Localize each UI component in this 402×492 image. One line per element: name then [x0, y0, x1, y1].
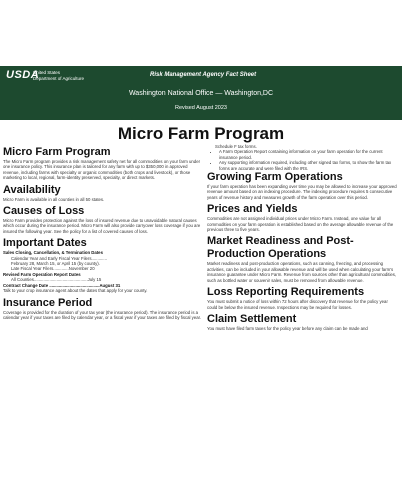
- section-body: You must have filed farm taxes for the policy year before any claim can be made and: [207, 325, 368, 331]
- requirements-list: [207, 149, 399, 171]
- section-body: Market readiness and post-production operations, such as canning, freezing, and processing activities, can be included in your allowable revenue and will be used when calculating your farm's insurance guarantee under Micro Farm. Revenue from sources other than agricultural commodities, such as bottled water or souvenir sales, must be removed from allowable revenue.: [207, 261, 397, 283]
- section-heading: Claim Settlement: [207, 312, 297, 325]
- right-column: [207, 144, 399, 334]
- section-body: Commodities are not assigned individual prices under Micro Farm. Instead, one value for all commodities on your farm operation is established based on the average allowable revenue of the previous three to five years.: [207, 216, 394, 233]
- section-market-readiness: [207, 235, 399, 283]
- banner-title: Risk Management Agency Fact Sheet: [150, 72, 257, 78]
- section-heading: Important Dates: [3, 237, 87, 250]
- date-line: February 28, March 15, or April 15 (by county).: [11, 261, 100, 267]
- section-heading: Availability: [3, 183, 61, 196]
- section-heading: Causes of Loss: [3, 205, 85, 218]
- section-heading: Growing Farm Operations: [207, 171, 343, 184]
- usda-logo: USDA: [6, 69, 40, 81]
- department-name: [33, 70, 84, 81]
- dates-subheading: Sales Closing, Cancellation, & Termination Dates: [3, 250, 103, 256]
- section-body: You must submit a notice of loss within 72 hours after discovery that revenue for the policy year could be below the insured revenue. Inspections may be required for losses.: [207, 299, 388, 310]
- section-body: Micro Farm is available in all counties in all 50 states.: [3, 196, 105, 202]
- section-heading: Micro Farm Program: [3, 146, 111, 158]
- section-heading: Market Readiness and Post-Production Operations: [207, 235, 354, 261]
- section-important-dates: [3, 237, 201, 293]
- office-line: Washington National Office — Washington,DC: [128, 90, 274, 97]
- date-line: All Counties.............................................July 15: [11, 277, 102, 283]
- header-banner: [0, 66, 402, 120]
- dept-line-2: Department of Agriculture: [33, 75, 85, 81]
- date-line: Late Fiscal Year Filers.............November 20: [11, 266, 95, 272]
- dates-note: Talk to your crop insurance agent about the dates that apply for your county.: [3, 288, 148, 294]
- continued-text: Schedule F tax forms.: [215, 144, 257, 149]
- section-body: The Micro Farm program provides a risk management safety net for all commodities on your farm under one insurance policy. This insurance plan is tailored for any farm with up to $350,000 in approved revenue, including farms with specialty or organic commodities (both crops and livestock), or those marketing to local, regional, farm-identity preserved, specialty, or direct markets.: [3, 159, 201, 181]
- section-heading: Prices and Yields: [207, 203, 298, 216]
- list-item: • A Farm Operation Report containing information on your farm operation for the current insurance period.: [219, 149, 399, 160]
- section-availability: [3, 184, 201, 202]
- section-body: If your farm operation has been expanding over time you may be allowed to increase your approved revenue amount based on an indexing procedure. The indexing procedure requires 5 consecutive years of revenue history and measures growth of the farm operation over this period.: [207, 184, 397, 200]
- section-insurance-period: [3, 297, 201, 321]
- left-column: [3, 146, 201, 323]
- page-title: Micro Farm Program: [117, 124, 285, 143]
- revision-date: Revised August 2023: [175, 105, 227, 111]
- section-claim-settlement: [207, 313, 399, 331]
- section-prices-yields: [207, 203, 399, 232]
- section-micro-farm: [3, 146, 201, 181]
- list-item: • Any supporting information required, including other signed tax forms, to show the farm tax forms are accurate and were filed with the IRS.: [219, 160, 399, 171]
- section-body: Micro Farm provides protection against the loss of insured revenue due to unavoidable natural causes which occur during the insurance period. Micro Farm will also provide carryover loss coverage if you are insured the following year. See the policy for a list of covered causes of loss.: [3, 218, 201, 234]
- dates-subheading: Contract Change Date ..........................................August 31: [3, 282, 121, 288]
- section-heading: Loss Reporting Requirements: [207, 286, 365, 299]
- section-body: Coverage is provided for the duration of your tax year (the insurance period). The insurance period is a calendar year if your taxes are filed by calendar year, or a fiscal year if your taxes are filed by fiscal year.: [3, 309, 201, 320]
- dates-subheading: Revised Farm Operation Report Dates: [3, 271, 81, 277]
- section-growing-farm: [207, 171, 399, 200]
- section-heading: Insurance Period: [3, 296, 93, 309]
- section-loss-reporting: [207, 286, 399, 310]
- date-line: Calendar Year and Early Fiscal Year Filers.............: [11, 255, 108, 261]
- dept-line-1: United States: [33, 70, 61, 75]
- section-causes-of-loss: [3, 205, 201, 234]
